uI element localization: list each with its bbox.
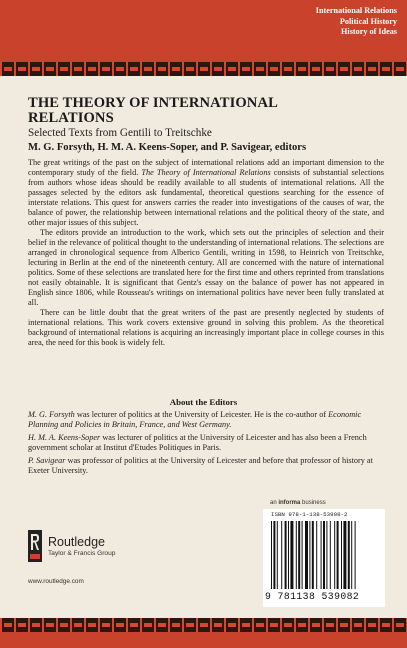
book-title: THE THEORY OF INTERNATIONAL RELATIONS <box>28 95 278 126</box>
editors-line: M. G. Forsyth, H. M. A. Keens-Soper, and P. Savigear, editors <box>28 142 307 153</box>
barcode-icon <box>271 521 377 589</box>
greek-key-border-bottom <box>0 618 407 632</box>
routledge-logo <box>28 530 138 574</box>
series-item: History of Ideas <box>341 27 397 36</box>
publisher-website: www.routledge.com <box>28 578 84 585</box>
barcode-digits: 9 781138 539082 <box>265 591 360 602</box>
blurb-paragraph: The editors provide an introduction to the work, which sets out the principles of selection and their belief in the relevance of political thought to the understanding of international relations. The selections are arranged in chronological sequence from Alberico Gentili, writing in 1598, to Heinrich von Treitschke, lecturing in Berlin at the end of the nineteenth century. All are concerned with the nature of international politics. Some of these selections are translated here for the first time and others reprinted from translations not easily obtainable. It is significant that Gentz's essay on the balance of power has not appeared in English since 1806, while Rousseau's writings on international politics have never been fully translated at all. <box>28 228 384 307</box>
informa-tagline: an informa business <box>270 500 326 506</box>
routledge-r-icon <box>28 530 42 562</box>
blurb-paragraph: There can be little doubt that the great writers of the past are presently neglected by students of international relations. This work covers extensive ground in solving this problem. As the theoretical background of international relations is acquiring an increasingly important place in college courses in this area, the need for this book is widely felt. <box>28 308 384 347</box>
publisher-group: Taylor & Francis Group <box>48 550 116 557</box>
publisher-name: Routledge <box>48 535 105 549</box>
greek-key-border-top <box>0 62 407 76</box>
series-item: International Relations <box>315 6 397 15</box>
isbn-label: ISBN 978-1-138-53908-2 <box>271 511 348 518</box>
bio-forsyth: M. G. Forsyth was lecturer of politics at the University of Leicester. He is the co-author of Economic Planning and Policies in Britain, France, and West Germany. <box>28 410 362 429</box>
blurb <box>28 158 384 348</box>
bio-keens-soper: H. M. A. Keens-Soper was lecturer of politics at the University of Leicester and has also been a French government scholar at Institut d'Etudes Politiques in Paris. <box>28 433 367 452</box>
bio-savigear: P. Savigear was professor of politics at the University of Leicester and before that professor of history at Exeter University. <box>28 456 373 475</box>
series-item: Political History <box>339 16 397 26</box>
book-subtitle: Selected Texts from Gentili to Treitschke <box>28 127 212 139</box>
about-editors-heading: About the Editors <box>169 397 238 407</box>
book-title-inline: The Theory of International Relations <box>141 168 271 177</box>
barcode-box <box>263 509 385 607</box>
series-list <box>316 6 397 38</box>
blurb-paragraph: The great writings of the past on the subject of international relations add an important dimension to the contemporary study of the field. The Theory of International Relations consists of substantial selections from authors whose ideas should be readily available to all students of international relations. All the passages selected by the editors ask fundamental, theoretical questions searching for the essence of interstate relations. This quest for answers carries the reader into investigations of the causes of war, the balance of power, the relationship between international relations and the political theory of the state, and other major issues of this subject. <box>28 158 384 227</box>
editor-bios <box>28 410 384 479</box>
